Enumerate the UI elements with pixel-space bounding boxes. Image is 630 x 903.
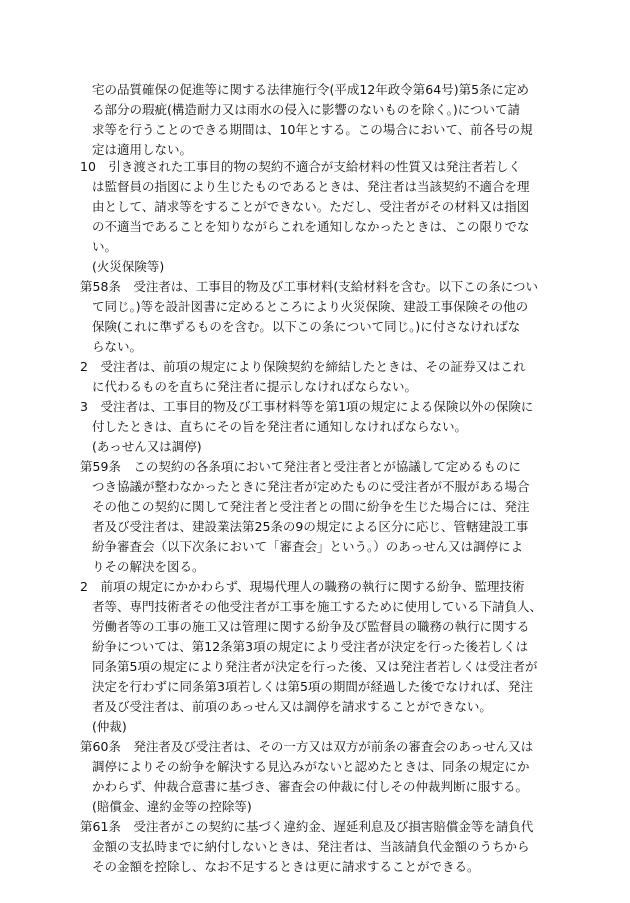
- text-line: に代わるものを直ちに発注者に提示しなければならない。: [92, 379, 418, 394]
- text-line: 定は適用しない。: [92, 142, 193, 157]
- text-line: 労働者等の工事の施工又は管理に関する紛争及び監督員の職務の執行に関する: [92, 619, 530, 634]
- text-line: る部分の瑕疵(構造耐力又は雨水の侵入に影響のないものを除く。)について請: [92, 102, 521, 117]
- text-line: 金額の支払時までに納付しないときは、発注者は、当該請負代金額のうちから: [92, 839, 530, 854]
- text-line: つき協議が整わなかったときに発注者が定めたものに受注者が不服がある場合: [92, 479, 530, 494]
- text-line: 求等を行うことのできる期間は、10年とする。この場合において、前各号の規: [92, 122, 533, 137]
- article-60-caption: (仲裁): [92, 719, 127, 734]
- text-line: 宅の品質確保の促進等に関する法律施行令(平成12年政令第64号)第5条に定め: [92, 82, 530, 97]
- article-60-heading-line: 第60条 発注者及び受注者は、その一方又は双方が前条の審査会のあっせん又は: [80, 739, 534, 754]
- text-line: は監督員の指図により生じたものであるときは、発注者は当該契約不適合を理: [92, 179, 530, 194]
- text-line: 者等、専門技術者その他受注者が工事を施工するために使用している下請負人、: [92, 599, 543, 614]
- paragraph-2-line: 2 前項の規定にかかわらず、現場代理人の職務の執行に関する紛争、監理技術: [80, 579, 525, 594]
- text-line: い。: [92, 239, 118, 254]
- text-line: りその解決を図る。: [92, 559, 205, 574]
- text-line: 調停によりその紛争を解決する見込みがないと認めたときは、同条の規定にか: [92, 759, 530, 774]
- text-line: 紛争審査会（以下次条において「審査会」という。）のあっせん又は調停によ: [92, 539, 524, 554]
- paragraph-3-line: 3 受注者は、工事目的物及び工事材料等を第1項の規定による保険以外の保険に: [80, 399, 534, 414]
- text-line: て同じ。)等を設計図書に定めるところにより火災保険、建設工事保険その他の: [92, 299, 529, 314]
- article-59-heading-line: 第59条 この契約の各条項において発注者と受注者とが協議して定めるものに: [80, 459, 521, 474]
- text-line: の不適当であることを知りながらこれを通知しなかったときは、この限りでな: [92, 219, 530, 234]
- text-line: かわらず、仲裁合意書に基づき、審査会の仲裁に付しその仲裁判断に服する。: [92, 779, 529, 794]
- text-line: 決定を行わずに同条第3項若しくは第5項の期間が経過した後でなければ、発注: [92, 679, 533, 694]
- text-line: その金額を控除し、なお不足するときは更に請求することができる。: [92, 859, 480, 874]
- article-61-heading-line: 第61条 受注者がこの契約に基づく違約金、遅延利息及び損害賠償金等を請負代: [80, 819, 534, 834]
- article-58-heading-line: 第58条 受注者は、工事目的物及び工事材料(支給材料を含む。以下この条につい: [80, 279, 539, 294]
- text-line: その他この契約に関して発注者と受注者との間に紛争を生じた場合には、発注: [92, 499, 530, 514]
- item-10-line: 10 引き渡された工事目的物の契約不適合が支給材料の性質又は発注者若しく: [80, 159, 521, 174]
- text-line: 者及び受注者は、建設業法第25条の9の規定による区分に応じ、管轄建設工事: [92, 519, 529, 534]
- text-line: 保険(これに準ずるものを含む。以下この条について同じ。)に付さなければな: [92, 319, 521, 334]
- text-line: 紛争については、第12条第3項の規定により受注者が決定を行った後若しくは: [92, 639, 529, 654]
- text-line: 者及び受注者は、前項のあっせん又は調停を請求することができない。: [92, 699, 492, 714]
- text-line: 由として、請求等をすることができない。ただし、受注者がその材料又は指図: [92, 199, 530, 214]
- article-59-caption: (あっせん又は調停): [92, 439, 202, 454]
- text-line: らない。: [92, 339, 143, 354]
- text-line: 同条第5項の規定により発注者が決定を行った後、又は発注者若しくは受注者が: [92, 659, 538, 674]
- article-58-caption: (火災保険等): [92, 259, 165, 274]
- text-line: 付したときは、直ちにその旨を発注者に通知しなければならない。: [92, 419, 468, 434]
- paragraph-2-line: 2 受注者は、前項の規定により保険契約を締結したときは、その証券又はこれ: [80, 359, 526, 374]
- article-61-caption: (賠償金、違約金等の控除等): [92, 799, 252, 814]
